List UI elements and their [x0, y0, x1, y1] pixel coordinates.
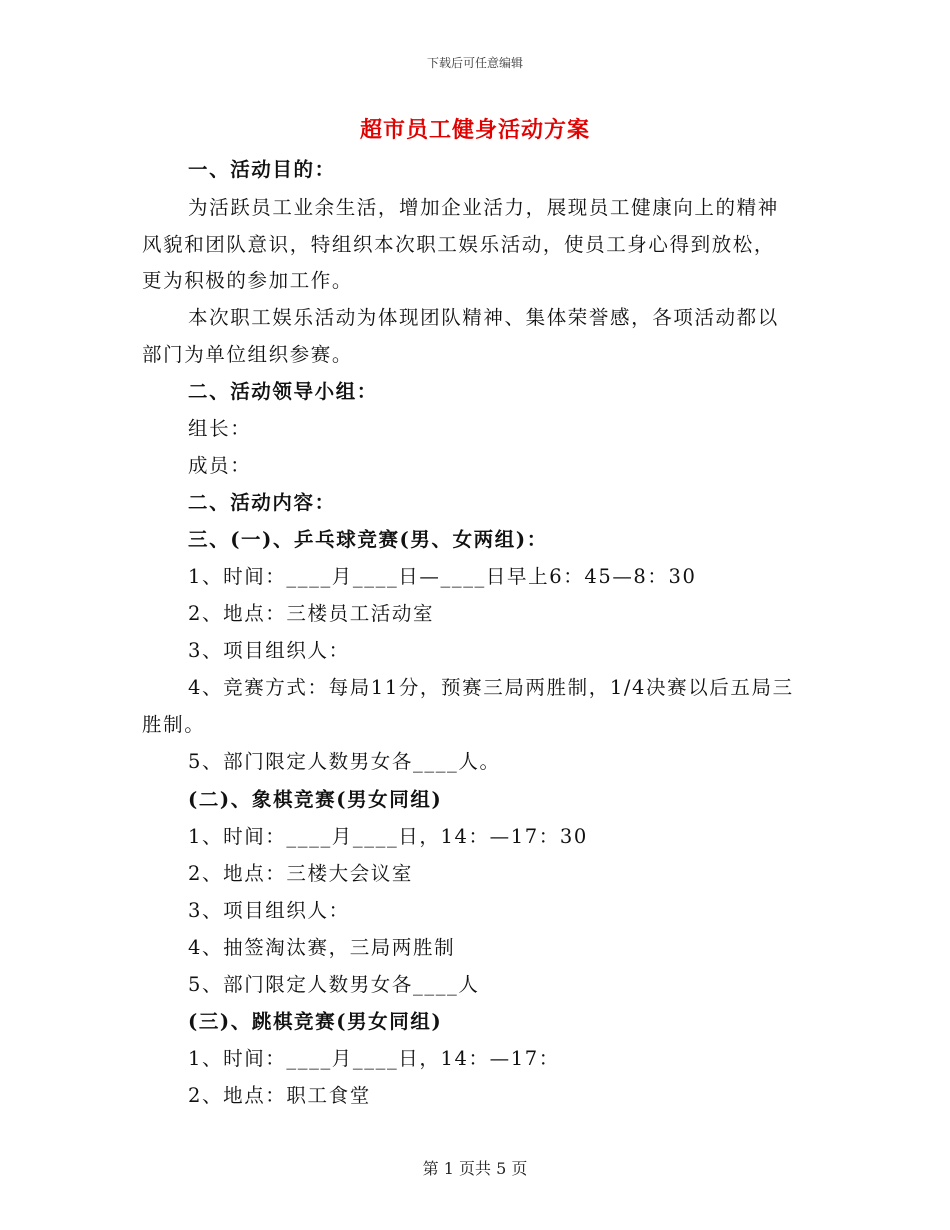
subsection-heading-checkers: (三)、跳棋竞赛(男女同组) — [188, 1010, 443, 1033]
list-item: 5、部门限定人数男女各____人 — [188, 973, 480, 996]
list-item: 4、竞赛方式：每局11分，预赛三局两胜制，1/4决赛以后五局三 — [188, 676, 794, 699]
list-item: 3、项目组织人： — [188, 639, 350, 662]
list-item: 5、部门限定人数男女各____人。 — [188, 750, 501, 773]
list-item: 1、时间：____月____日，14：—17： — [188, 1047, 560, 1070]
subsection-heading-table-tennis: 三、(一)、乒乓球竞赛(男、女两组)： — [188, 528, 548, 551]
list-item: 3、项目组织人： — [188, 899, 350, 922]
paragraph-line: 本次职工娱乐活动为体现团队精神、集体荣誉感，各项活动都以 — [188, 306, 779, 329]
document-title: 超市员工健身活动方案 — [359, 117, 590, 143]
list-item: 2、地点：三楼大会议室 — [188, 862, 414, 885]
page-footer: 第 1 页共 5 页 — [422, 1159, 528, 1178]
paragraph-line: 为活跃员工业余生活，增加企业活力，展现员工健康向上的精神 — [188, 196, 779, 219]
list-item: 1、时间：____月____日，14：—17：30 — [188, 825, 588, 848]
leader-field: 组长： — [188, 417, 252, 440]
header-note: 下载后可任意编辑 — [426, 56, 523, 70]
paragraph-line: 部门为单位组织参赛。 — [142, 343, 354, 366]
section-heading-content: 二、活动内容： — [188, 491, 336, 514]
subsection-heading-chess: (二)、象棋竞赛(男女同组) — [188, 788, 443, 811]
section-heading-leadership: 二、活动领导小组： — [188, 380, 378, 403]
list-item: 1、时间：____月____日—____日早上6：45—8：30 — [188, 565, 697, 588]
paragraph-line: 风貌和团队意识，特组织本次职工娱乐活动，使员工身心得到放松， — [142, 233, 776, 256]
list-item-continuation: 胜制。 — [142, 713, 206, 736]
list-item: 4、抽签淘汰赛，三局两胜制 — [188, 936, 456, 959]
list-item: 2、地点：职工食堂 — [188, 1084, 371, 1107]
paragraph-line: 更为积极的参加工作。 — [142, 269, 354, 292]
section-heading-purpose: 一、活动目的： — [188, 158, 336, 181]
list-item: 2、地点：三楼员工活动室 — [188, 602, 435, 625]
members-field: 成员： — [188, 454, 252, 477]
